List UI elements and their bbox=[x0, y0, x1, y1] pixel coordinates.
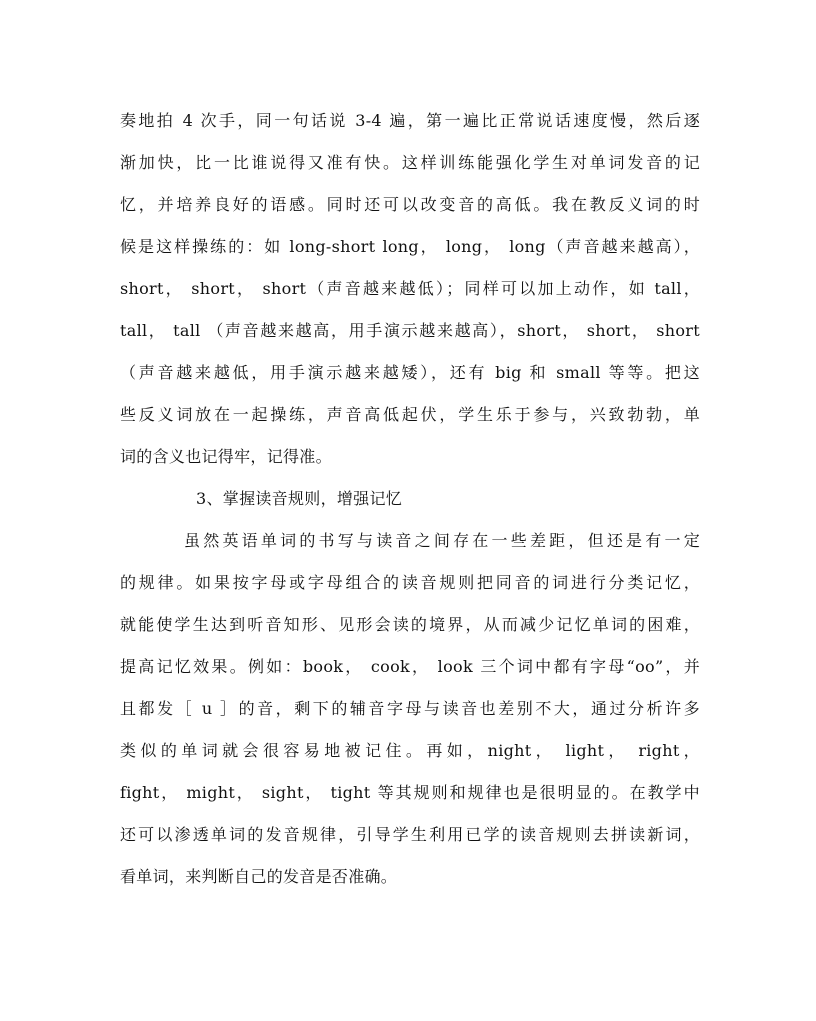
paragraph-2-line: 类似的单词就会很容易地被记住。再如，night， light， right， bbox=[120, 741, 700, 760]
paragraph-1-line: 候是这样操练的：如 long-short long， long， long（声音越来越高）， bbox=[120, 237, 700, 256]
paragraph-1-line: 渐加快，比一比谁说得又准有快。这样训练能强化学生对单词发音的记 bbox=[120, 153, 700, 172]
paragraph-1-line: short， short， short（声音越来越低）；同样可以加上动作，如 tall， bbox=[120, 279, 700, 298]
paragraph-1-line: （声音越来越低，用手演示越来越矮），还有 big 和 small 等等。把这 bbox=[120, 363, 700, 382]
paragraph-1-line: 词的含义也记得牢，记得准。 bbox=[120, 447, 332, 466]
paragraph-1-line: 些反义词放在一起操练，声音高低起伏，学生乐于参与，兴致勃勃，单 bbox=[120, 405, 700, 424]
paragraph-2-line: 的规律。如果按字母或字母组合的读音规则把同音的词进行分类记忆， bbox=[120, 573, 700, 592]
section-heading: 3、掌握读音规则，增强记忆 bbox=[196, 489, 403, 508]
paragraph-1-line: 忆，并培养良好的语感。同时还可以改变音的高低。我在教反义词的时 bbox=[120, 195, 700, 214]
paragraph-1-line: tall， tall （声音越来越高，用手演示越来越高），short， short， short bbox=[120, 321, 700, 340]
paragraph-2-line: 虽然英语单词的书写与读音之间存在一些差距，但还是有一定 bbox=[184, 531, 700, 550]
paragraph-2-line: fight， might， sight， tight 等其规则和规律也是很明显的。在教学中 bbox=[120, 783, 700, 802]
paragraph-2-line: 还可以渗透单词的发音规律，引导学生利用已学的读音规则去拼读新词， bbox=[120, 825, 700, 844]
paragraph-2-line: 且都发［ u ］的音，剩下的辅音字母与读音也差别不大，通过分析许多 bbox=[120, 699, 700, 718]
paragraph-2-line: 看单词，来判断自己的发音是否准确。 bbox=[120, 867, 398, 886]
paragraph-2-line: 就能使学生达到听音知形、见形会读的境界，从而减少记忆单词的困难， bbox=[120, 615, 700, 634]
paragraph-2-line: 提高记忆效果。例如：book， cook， look 三个词中都有字母“oo”，并 bbox=[120, 657, 700, 676]
paragraph-1-line: 奏地拍 4 次手，同一句话说 3-4 遍，第一遍比正常说话速度慢，然后逐 bbox=[120, 111, 700, 130]
